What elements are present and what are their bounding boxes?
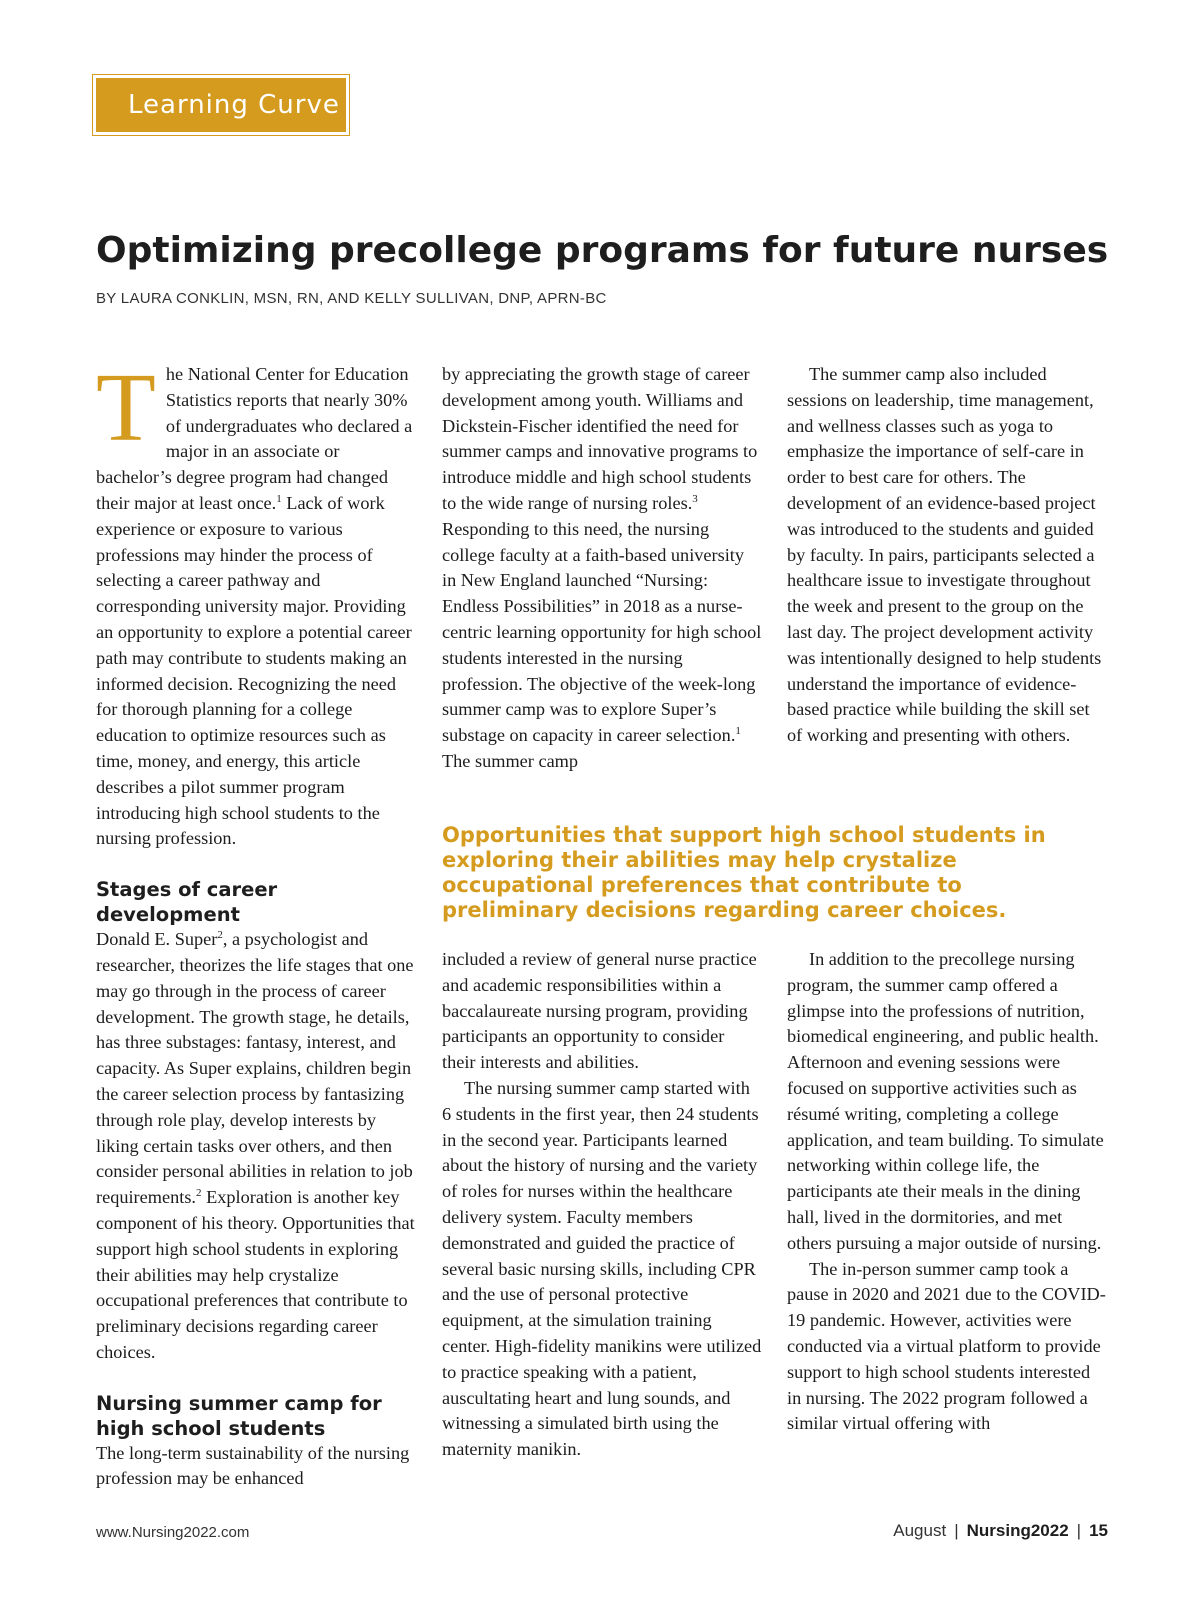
column-3-bottom bbox=[787, 947, 1107, 1437]
body-paragraph: In addition to the precollege nursing program, the summer camp offered a glimpse into the professions of nutrition, biomedical engineering, and public health. Afternoon and evening sessions were focused on supportive activities such as résumé writing, completing a college application, and team building. To simulate networking within college life, the participants ate their meals in the dining hall, lived in the dormitories, and met others pursuing a major outside of nursing. bbox=[787, 949, 1104, 1253]
summer-camp-paragraph: The long-term sustainability of the nursing profession may be enhanced bbox=[96, 1442, 410, 1489]
column-3-top bbox=[787, 362, 1107, 749]
footer-folio bbox=[893, 1521, 1108, 1541]
footnote-ref: 1 bbox=[276, 492, 282, 505]
footer-magazine: Nursing2022 bbox=[966, 1521, 1069, 1540]
body-paragraph: by appreciating the growth stage of career development among youth. Williams and Dickstein-Fischer identified the need for summer camps and innovative programs to introduce middle and high school students to the wide range of nursing roles.$^3$ Responding to this need, the nursing college faculty at a faith-based university in New England launched “Nursing: Endless Possibilities” in 2018 as a nurse-centric learning opportunity for high school students interested in the nursing profession. The objective of the week-long summer camp was to explore Super’s substage on capacity in career selection.$^1$ The summer camp bbox=[442, 364, 762, 771]
footer-month: August bbox=[893, 1521, 947, 1540]
footnote-ref: 2 bbox=[217, 929, 223, 942]
column-1 bbox=[96, 354, 418, 1492]
footnote-ref: 3 bbox=[692, 492, 698, 505]
body-paragraph: included a review of general nurse practice and academic responsibilities within a baccalaureate nursing program, providing participants an opportunity to consider their interests and abilities. bbox=[442, 949, 757, 1073]
footnote-ref: 1 bbox=[735, 725, 741, 738]
column-2-top bbox=[442, 362, 762, 775]
footer-url: www.Nursing2022.com bbox=[96, 1524, 250, 1541]
drop-cap: T bbox=[96, 354, 156, 462]
page-number: 15 bbox=[1089, 1521, 1108, 1540]
stages-paragraph: Donald E. Super$^2$, a psychologist and researcher, theorizes the life stages that one may go through in the process of career development. The growth stage, he details, has three substages: fantasy, interest, and capacity. As Super explains, children begin the career selection process by fantasizing through role play, develop interests by liking certain tasks over others, and then consider personal abilities in relation to job requirements.$^2$ Exploration is another key component of his theory. Opportunities that support high school students in exploring their abilities may help crystalize occupational preferences that contribute to preliminary decisions regarding career choices. bbox=[96, 929, 415, 1362]
subhead-summer-camp: Nursing summer camp for high school students bbox=[96, 1391, 382, 1440]
column-2-bottom bbox=[442, 947, 762, 1463]
byline: BY LAURA CONKLIN, MSN, RN, AND KELLY SULLIVAN, DNP, APRN-BC bbox=[96, 290, 607, 307]
article-title: Optimizing precollege programs for future nurses bbox=[96, 230, 1109, 271]
subhead-stages: Stages of career development bbox=[96, 878, 278, 927]
intro-paragraph: The National Center for Education Statistics reports that nearly 30% of undergraduates who declared a major in an associate or bachelor’s degree program had changed their major at least once.$^1$ Lack of work experience or exposure to various professions may hinder the process of selecting a career pathway and corresponding university major. Providing an opportunity to explore a potential career path may contribute to students making an informed decision. Recognizing the need for thorough planning for a college education to optimize resources such as time, money, and energy, this article describes a pilot summer program introducing high school students to the nursing profession. bbox=[96, 354, 413, 849]
footer-separator: | bbox=[1076, 1521, 1082, 1540]
section-tag: Learning Curve bbox=[96, 78, 346, 132]
footnote-ref: 2 bbox=[196, 1187, 202, 1200]
body-paragraph: The summer camp also included sessions on leadership, time management, and wellness classes such as yoga to emphasize the importance of self-care in order to best care for others. The development of an evidence-based project was introduced to the students and guided by faculty. In pairs, participants selected a healthcare issue to investigate throughout the week and present to the group on the last day. The project development activity was intentionally designed to help students understand the importance of evidence-based practice while building the skill set of working and presenting with others. bbox=[787, 364, 1102, 746]
body-paragraph: The nursing summer camp started with 6 students in the first year, then 24 students in the second year. Participants learned about the history of nursing and the variety of roles for nurses within the healthcare delivery system. Faculty members demonstrated and guided the practice of several basic nursing skills, including CPR and the use of personal protective equipment, at the simulation training center. High-fidelity manikins were utilized to practice speaking with a patient, auscultating heart and lung sounds, and witnessing a simulated birth using the maternity manikin. bbox=[442, 1077, 762, 1460]
pull-quote: Opportunities that support high school students in exploring their abilities may help crystalize occupational preferences that contribute to preliminary decisions regarding career choices. bbox=[442, 823, 1046, 922]
body-paragraph: The in-person summer camp took a pause in 2020 and 2021 due to the COVID-19 pandemic. However, activities were conducted via a virtual platform to provide support to high school students interested in nursing. The 2022 program followed a similar virtual offering with bbox=[787, 1258, 1106, 1434]
footer-separator: | bbox=[954, 1521, 959, 1540]
